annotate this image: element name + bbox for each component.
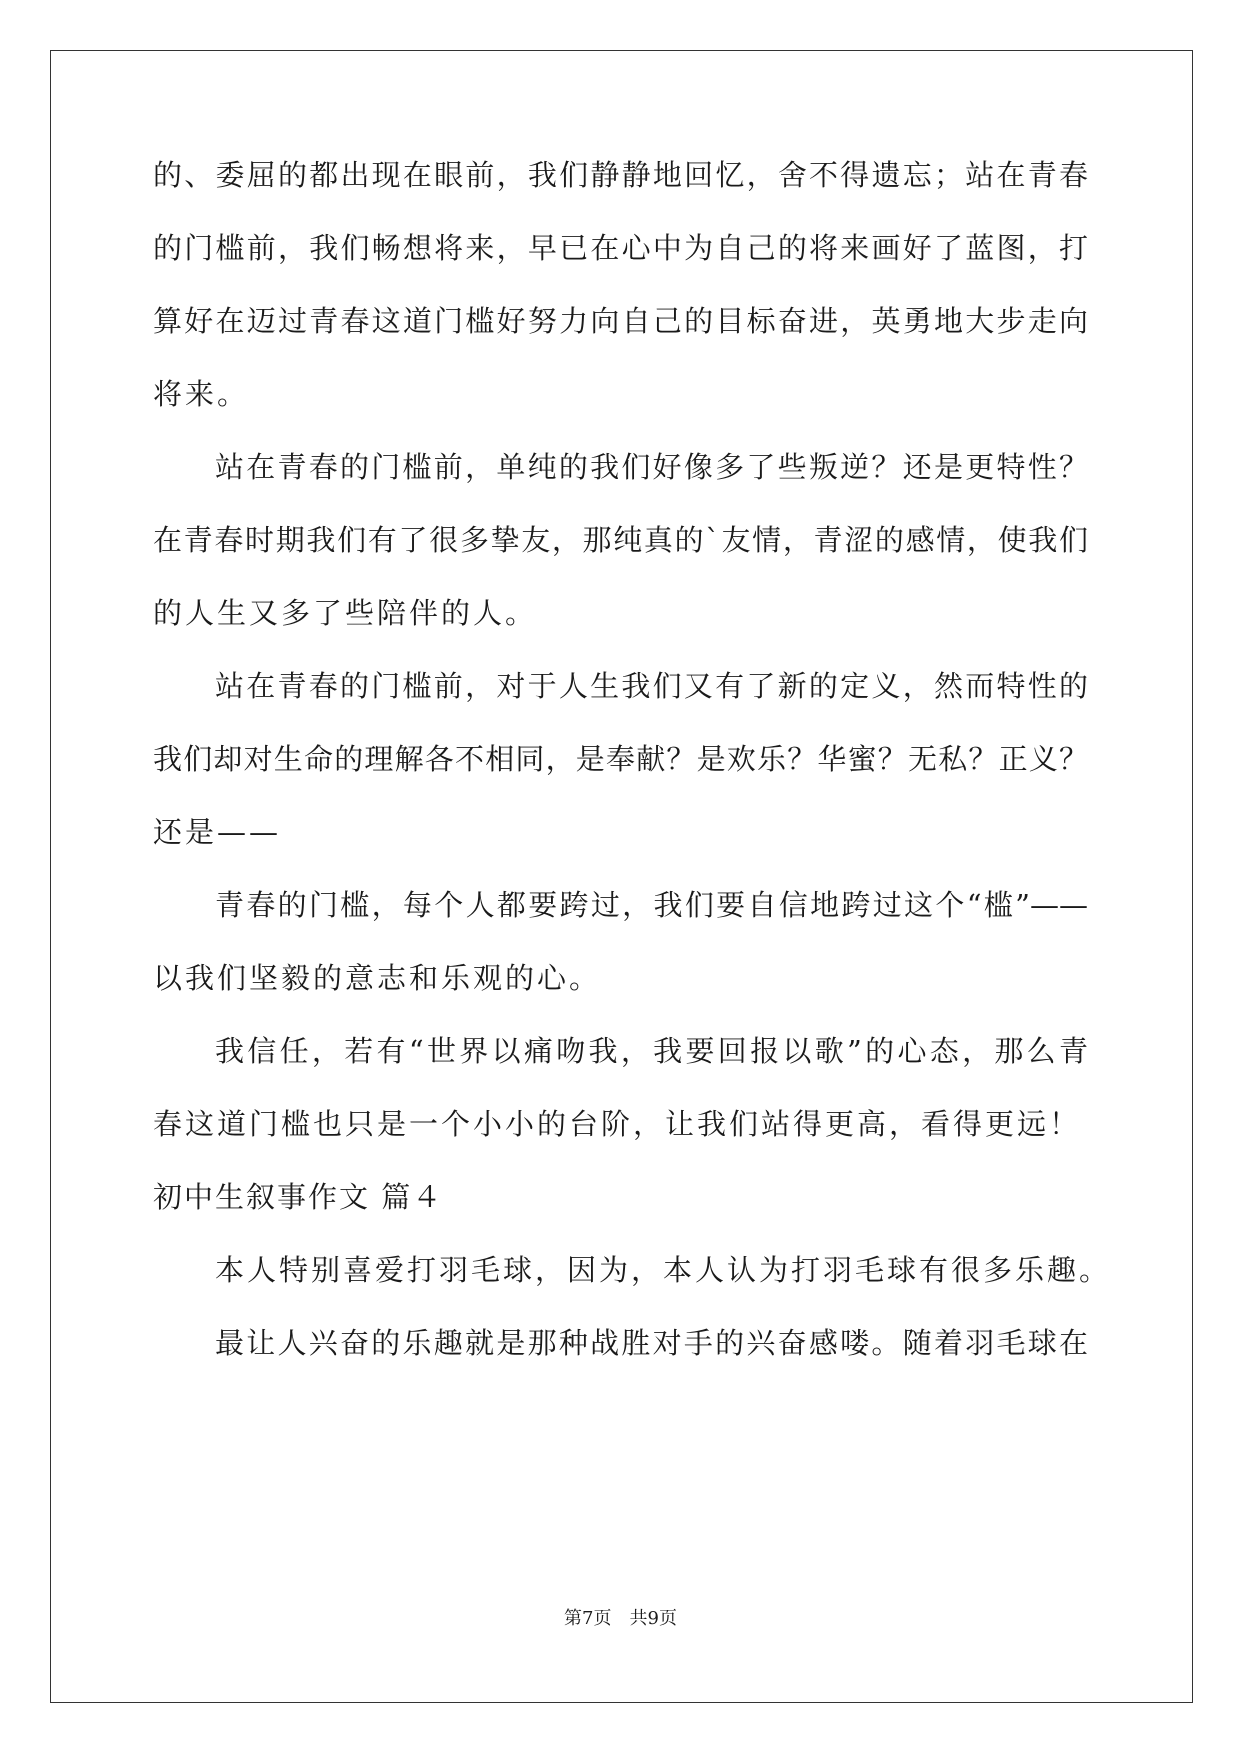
paragraph-start-line: 青春的门槛，每个人都要跨过，我们要自信地跨过这个“槛”—— xyxy=(215,888,1088,922)
text-line: 将来。 xyxy=(153,377,250,411)
paragraph-start-line: 最让人兴奋的乐趣就是那种战胜对手的兴奋感喽。随着羽毛球在 xyxy=(215,1326,1088,1360)
text-line: 的门槛前，我们畅想将来，早已在心中为自己的将来画好了蓝图，打 xyxy=(153,231,1088,265)
text-line: 春这道门槛也只是一个小小的台阶，让我们站得更高，看得更远！ xyxy=(153,1107,1082,1141)
section-heading: 初中生叙事作文 篇４ xyxy=(153,1180,444,1214)
paragraph-start-line: 本人特别喜爱打羽毛球，因为，本人认为打羽毛球有很多乐趣。 xyxy=(215,1253,1112,1287)
page-number: 第7页 xyxy=(564,1608,612,1629)
text-line: 的人生又多了些陪伴的人。 xyxy=(153,596,538,630)
text-line: 我们却对生命的理解各不相同，是奉献？是欢乐？华蜜？无私？正义？ xyxy=(153,742,1088,776)
page-footer xyxy=(0,1607,1241,1631)
paragraph-start-line: 我信任，若有“世界以痛吻我，我要回报以歌”的心态，那么青 xyxy=(215,1034,1088,1068)
text-line: 以我们坚毅的意志和乐观的心。 xyxy=(153,961,602,995)
text-line: 还是—— xyxy=(153,815,282,849)
text-line: 的、委屈的都出现在眼前，我们静静地回忆，舍不得遗忘；站在青春 xyxy=(153,158,1088,192)
text-line: 算好在迈过青春这道门槛好努力向自己的目标奋进，英勇地大步走向 xyxy=(153,304,1088,338)
page-frame xyxy=(50,50,1193,1703)
total-pages: 共9页 xyxy=(629,1608,677,1629)
paragraph-start-line: 站在青春的门槛前，对于人生我们又有了新的定义，然而特性的 xyxy=(215,669,1088,703)
text-line: 在青春时期我们有了很多挚友，那纯真的`友情，青涩的感情，使我们 xyxy=(153,523,1088,557)
paragraph-start-line: 站在青春的门槛前，单纯的我们好像多了些叛逆？还是更特性？ xyxy=(215,450,1088,484)
